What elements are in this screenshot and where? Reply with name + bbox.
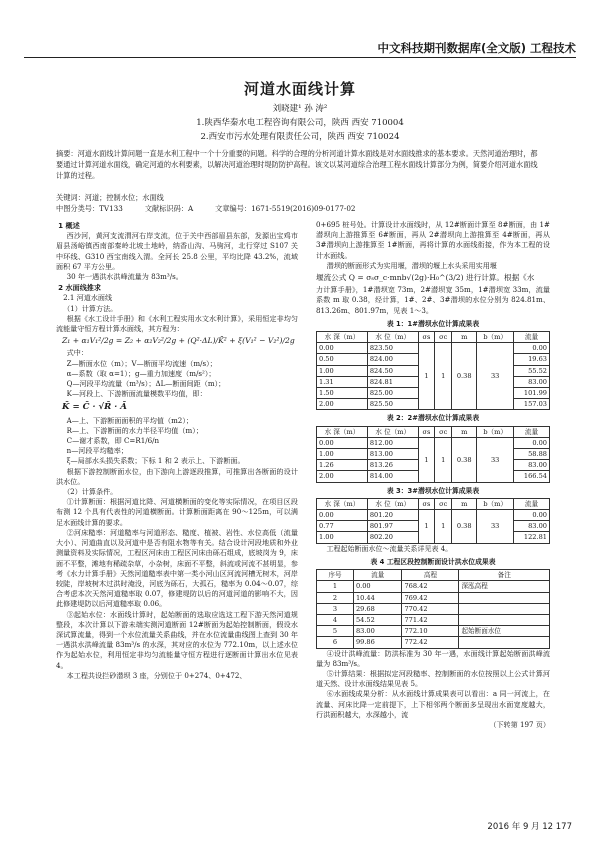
table-header-cell: m xyxy=(452,426,477,437)
table-cell: 83.00 xyxy=(514,521,550,532)
paragraph: 力计算手册》，1#潜坝宽 73m，2#潜坝宽 35m，1#潜坝宽 33m，流量系数 m 取 0.38，经计算，1#、2#、3#潜坝的水位分别为 824.81m、813.26m、801.97m，见表 1～3。 xyxy=(316,285,550,315)
table-header-cell: 序号 xyxy=(317,570,354,581)
paragraph: 根据《水工设计手册》和《水利工程实用水文水利计算》，采用恒定非均匀流能量守恒方程计算水面线，其方程为： xyxy=(56,313,298,334)
table-header-cell: 备注 xyxy=(459,570,550,581)
definition: Z—断面水位（m）；V—断面平均流速（m/s）； xyxy=(66,358,217,368)
paragraph: ⑤计算结果：根据拟定河段糙率、控制断面的水位按照以上公式计算河道天然、设计水面线结果见表 5。 xyxy=(316,668,550,689)
table-cell: 83.00 xyxy=(353,626,402,637)
modulus-equation: K̄ = C̄ · √R̄ · Ā xyxy=(62,402,127,413)
table-header-row xyxy=(317,332,550,343)
paragraph: ⑥水面线成果分析：从水面线计算成果表可以看出：a 同一河流上，在流量、河床比降一定前提下，上下相邻两个断面多呈现出水面宽度越大，行洪面积越大，水深越小，流 xyxy=(316,689,550,719)
section-heading: 2 水面线推求 xyxy=(58,283,101,293)
table-header-cell: 水 位（m） xyxy=(367,426,418,437)
energy-equation: Z₁ + α₁V₁²/2g = Z₂ + α₂V₂²/2g + (Q²·ΔL)/K̄² + ξ(V₁² − V₂²)/2g xyxy=(62,336,295,346)
table-cell: 1.26 xyxy=(317,460,368,471)
table-cell xyxy=(459,614,550,625)
table-cell: 122.81 xyxy=(514,532,550,543)
page-footer: 2016 年 9 月 12 177 xyxy=(487,822,572,832)
article-meta xyxy=(56,204,544,214)
table-cell: 1.00 xyxy=(317,449,368,460)
table-header-cell: m xyxy=(452,498,477,509)
table-cell: 0.00 xyxy=(353,581,402,592)
table-cell-merged: 1 xyxy=(435,510,452,544)
paragraph: ②河床糙率：河道糙率与河道形态、糙度、植被、岩性、水位高低（流量大小）、河道曲直以及河道中是否有阻水物等有关。结合设计河段地质和外业测量资料及实际情况，工程区河床由工程区河床由砾石组成，底坡岗为 9，床面不平整，滩地有稀疏杂草，小杂树，床面不平整，斜流或河流不甚明显，参考《水力计算手册》天然河道糙率表中第一类小河山区河流河槽无树木，河岸较陡，岸坡树木过洪时淹没，河底为砾石，大孤石，糙率为 0.04～0.07，综合考虑本次天然河道糙率取 0.07，修建堤防以后的河道河道的影响不大，因此修建堤防以后河道糙率取 0.06。 xyxy=(56,527,298,609)
table-cell-merged: 1 xyxy=(418,510,435,544)
table-row xyxy=(317,626,550,637)
table-cell: 0.50 xyxy=(317,354,368,365)
table-header-cell: σs xyxy=(418,426,435,437)
table-header-cell: 流量 xyxy=(514,426,550,437)
definition: ξ—局部水头损失系数；下标 1 和 2 表示上、下游断面。 xyxy=(66,456,245,466)
table-cell: 770.42 xyxy=(402,603,459,614)
table-header-cell: 流量 xyxy=(514,498,550,509)
table-header-cell: 高程 xyxy=(402,570,459,581)
table-cell-merged: 1 xyxy=(418,437,435,482)
table-note: 工程起始断面水位～流量关系详见表 4。 xyxy=(326,544,453,553)
table-cell: 802.20 xyxy=(367,532,418,543)
table-cell: 54.52 xyxy=(353,614,402,625)
table-header-row xyxy=(317,498,550,509)
table-weir-2 xyxy=(316,426,550,483)
table-row xyxy=(317,603,550,614)
table-header-cell: σc xyxy=(435,426,452,437)
table-header-cell: b（m） xyxy=(477,498,514,509)
table-cell: 2.00 xyxy=(317,399,368,410)
table-cell: 55.52 xyxy=(514,365,550,376)
table-cell: 1.00 xyxy=(317,365,368,376)
table-header-cell: m xyxy=(452,332,477,343)
paragraph: 潜坝的断面形式为实用堰，潜坝的堰上水头采用实用堰 xyxy=(326,260,497,270)
table-cell: 83.00 xyxy=(514,460,550,471)
table-caption: 表 4 工程区段控制断面设计洪水位成果表 xyxy=(370,557,496,566)
left-column xyxy=(56,220,298,810)
subsection-heading: （1）计算方法。 xyxy=(63,303,118,313)
table-cell: 813.00 xyxy=(367,449,418,460)
table-cell: 58.88 xyxy=(514,449,550,460)
table-cell: 801.20 xyxy=(367,510,418,521)
table-cell: 825.50 xyxy=(367,399,418,410)
table-cell: 814.00 xyxy=(367,471,418,482)
table-cell: 0.77 xyxy=(317,521,368,532)
table-cell: 825.00 xyxy=(367,388,418,399)
table-cell: 812.00 xyxy=(367,437,418,448)
paragraph: ④设计洪峰流量：防洪标准为 30 年一遇，水面线计算起始断面洪峰流量为 83m³/s。 xyxy=(316,648,550,668)
section-heading: 1 概述 xyxy=(58,221,80,230)
article-number: 文章编号：1671-5519(2016)09-0177-02 xyxy=(215,204,356,213)
table-header-cell: σc xyxy=(435,498,452,509)
table-cell: 824.50 xyxy=(367,365,418,376)
continued-note: （下转第 197 页） xyxy=(489,719,550,729)
weir-equation: 堰流公式 Q = σₛσ_c·mnb√(2g)·H₀^(3/2) 进行计算。根据《水 xyxy=(316,273,535,283)
table-weir-1 xyxy=(316,331,550,410)
table-cell: 801.97 xyxy=(367,521,418,532)
table-cell: 29.68 xyxy=(353,603,402,614)
table-cell: 19.63 xyxy=(514,354,550,365)
right-column xyxy=(316,220,550,810)
table-cell: 0.00 xyxy=(317,437,368,448)
definition: K—河段上、下游断面流量模数平均值，即： xyxy=(66,389,207,399)
table-cell: 769.42 xyxy=(402,592,459,603)
table-cell-merged: 0.38 xyxy=(452,437,477,482)
table-cell: 101.99 xyxy=(514,388,550,399)
paragraph: 式中： xyxy=(66,348,88,358)
table-row xyxy=(317,637,550,648)
table-cell: 824.00 xyxy=(367,354,418,365)
table-cell: 10.44 xyxy=(353,592,402,603)
paragraph: 本工程共设拦砂潜坝 3 座，分别位于 0+274、0+472、 xyxy=(66,670,247,680)
table-cell-merged: 0.38 xyxy=(452,510,477,544)
table-cell: 166.54 xyxy=(514,471,550,482)
definition: n—河段平均糙率； xyxy=(66,446,128,456)
table-cell: 0.00 xyxy=(514,343,550,354)
table-cell: 823.50 xyxy=(367,343,418,354)
table-cell: 2.00 xyxy=(317,471,368,482)
table-cell: 768.42 xyxy=(402,581,459,592)
table-cell: 772.10 xyxy=(402,626,459,637)
table-header-cell: 水 位（m） xyxy=(367,498,418,509)
definition: C—谢才系数，即 C=R1/6/n xyxy=(66,436,160,446)
paragraph: 30 年一遇洪水洪峰流量为 83m³/s。 xyxy=(66,272,183,282)
table-cell: 99.86 xyxy=(353,637,402,648)
table-header-cell: σs xyxy=(418,498,435,509)
table-header-cell: 水 深（m） xyxy=(317,332,368,343)
table-cell: 3 xyxy=(317,603,354,614)
table-header-cell: 水 位（m） xyxy=(367,332,418,343)
table-cell: 813.26 xyxy=(367,460,418,471)
table-cell: 起始断面水位 xyxy=(459,626,550,637)
table-caption: 表 2：2#潜坝水位计算成果表 xyxy=(386,414,480,423)
table-cell xyxy=(459,637,550,648)
paragraph: 根据下游控制断面水位，由下游向上游逐段推算，可推算出各断面的设计洪水位。 xyxy=(56,466,298,486)
table-cell-merged: 0.38 xyxy=(452,343,477,410)
table-cell: 5 xyxy=(317,626,354,637)
table-row xyxy=(317,581,550,592)
table-cell: 0.00 xyxy=(317,343,368,354)
subsection-heading: 2.1 河道水面线 xyxy=(63,293,113,303)
table-cell-merged: 33 xyxy=(477,343,514,410)
table-cell: 157.03 xyxy=(514,399,550,410)
clc-number: 中图分类号：TV133 xyxy=(56,204,123,213)
table-cell: 6 xyxy=(317,637,354,648)
table-cell: 772.42 xyxy=(402,637,459,648)
table-caption: 表 1：1#潜坝水位计算成果表 xyxy=(386,319,480,328)
table-cell-merged: 1 xyxy=(435,343,452,410)
table-cell: 4 xyxy=(317,614,354,625)
table-cell: 83.00 xyxy=(514,376,550,387)
table-cell-merged: 1 xyxy=(435,437,452,482)
table-header-cell: 水 深（m） xyxy=(317,426,368,437)
table-row xyxy=(317,437,550,448)
document-code: 文献标识码：A xyxy=(144,204,194,213)
table-cell: 0.00 xyxy=(317,510,368,521)
paragraph: ③起始水位：水面线计算时，起始断面的选取应选这工程下游天然河道规整段，本次计算以下游未端实测河道断面 12#断面为起始控制断面，假设水深试算流量，得到一个水位流量关系曲线，并在水位流量曲线图上查到 30 年一遇洪水洪峰流量 83m³/s 的水深，其对应的水位为 772.10m，以上述水位作为起始水位，利用恒定非均匀流能量守恒方程进行逐断面计算出水位见表 4。 xyxy=(56,609,298,670)
table-header-row xyxy=(317,570,550,581)
journal-header xyxy=(24,40,576,58)
article-title: 河道水面线计算 xyxy=(243,80,356,98)
paragraph: 西沙河，黄河支流渭河右岸支流，位于关中西部眉县东部，发源出宝鸡市眉县汤峪镇西南部秦岭北坡土地岭，纳香山沟、马驹河，北行穿过 S107 关中环线、G310 西宝南线入渭。全河长 25.8 公里，平均比降 43.2%，流域面积 67 平方公里。 xyxy=(56,231,298,271)
table-cell: 1 xyxy=(317,581,354,592)
table-control-section xyxy=(316,569,550,648)
definition: Q—河段平均流量（m³/s）；ΔL—断面间距（m）； xyxy=(66,379,226,389)
table-cell-merged: 33 xyxy=(477,437,514,482)
affiliation-1: 1.陕西华秦水电工程咨询有限公司，陕西 西安 710004 xyxy=(196,118,404,128)
table-cell xyxy=(459,592,550,603)
table-caption: 表 3：3#潜坝水位计算成果表 xyxy=(386,486,480,495)
definition: A—上、下游断面面积的平均值（m2）； xyxy=(66,415,193,425)
table-header-cell: 流量 xyxy=(353,570,402,581)
definition: α—系数（取 α=1）；g—重力加速度（m/s²）； xyxy=(66,368,216,378)
subsection-heading: （2）计算条件。 xyxy=(63,487,118,497)
journal-name: 中文科技期刊数据库(全文版) 工程技术 xyxy=(377,41,576,55)
table-header-cell: σs xyxy=(418,332,435,343)
table-header-cell: σc xyxy=(435,332,452,343)
table-header-cell: 流量 xyxy=(514,332,550,343)
table-cell: 771.42 xyxy=(402,614,459,625)
table-header-row xyxy=(317,426,550,437)
article-authors: 刘晓建¹ 孙 涛² xyxy=(272,104,328,114)
table-row xyxy=(317,592,550,603)
abstract: 摘要：河道水面线计算问题一直是水利工程中一个十分重要的问题。科学的合理的分析河道计算水面线是对水面线推求的基本要求。天然河道治理时，都要通过计算河道水面线，确定河道的水利要素，以解决河道治理时堤防防护高程。该文以某河道综合治理工程水面线计算部分为例，简要介绍河道水面线计算的过程。 xyxy=(56,149,538,180)
table-cell: 1.31 xyxy=(317,376,368,387)
table-row xyxy=(317,343,550,354)
table-cell: 深泓高程 xyxy=(459,581,550,592)
table-cell: 824.81 xyxy=(367,376,418,387)
table-cell xyxy=(459,603,550,614)
table-cell: 1.50 xyxy=(317,388,368,399)
table-header-cell: b（m） xyxy=(477,332,514,343)
affiliation-2: 2.西安市污水处理有限责任公司，陕西 西安 710024 xyxy=(200,132,400,142)
table-cell: 1.00 xyxy=(317,532,368,543)
table-row xyxy=(317,510,550,521)
keywords: 关键词：河道；控制水位；水面线 xyxy=(56,193,164,202)
table-weir-3 xyxy=(316,498,550,544)
table-cell: 0.00 xyxy=(514,437,550,448)
table-cell: 2 xyxy=(317,592,354,603)
paragraph: 0+695 桩号处。计算设计水面线时，从 12#断面计算至 8#断面，由 1#潜坝向上游推算至 6#断面，再从 2#潜坝向上游推算至 4#断面，再从 3#潜坝向上游推算至 1#断面，再将计算的水面线衔接，作为本工程的设计水面线。 xyxy=(316,220,550,260)
definition: R—上、下游断面的水力半径平均值（m）； xyxy=(66,425,203,435)
table-cell-merged: 33 xyxy=(477,510,514,544)
paragraph: ①计算断面：根据河道比降、河道横断面的变化等实际情况，在项目区段布测 12 个具有代表性的河道横断面。计算断面距离在 90～125m，可以满足水面线计算的要求。 xyxy=(56,497,298,527)
table-header-cell: 水 深（m） xyxy=(317,498,368,509)
table-cell: 0.00 xyxy=(514,510,550,521)
table-header-cell: b（m） xyxy=(477,426,514,437)
table-cell-merged: 1 xyxy=(418,343,435,410)
table-row xyxy=(317,614,550,625)
